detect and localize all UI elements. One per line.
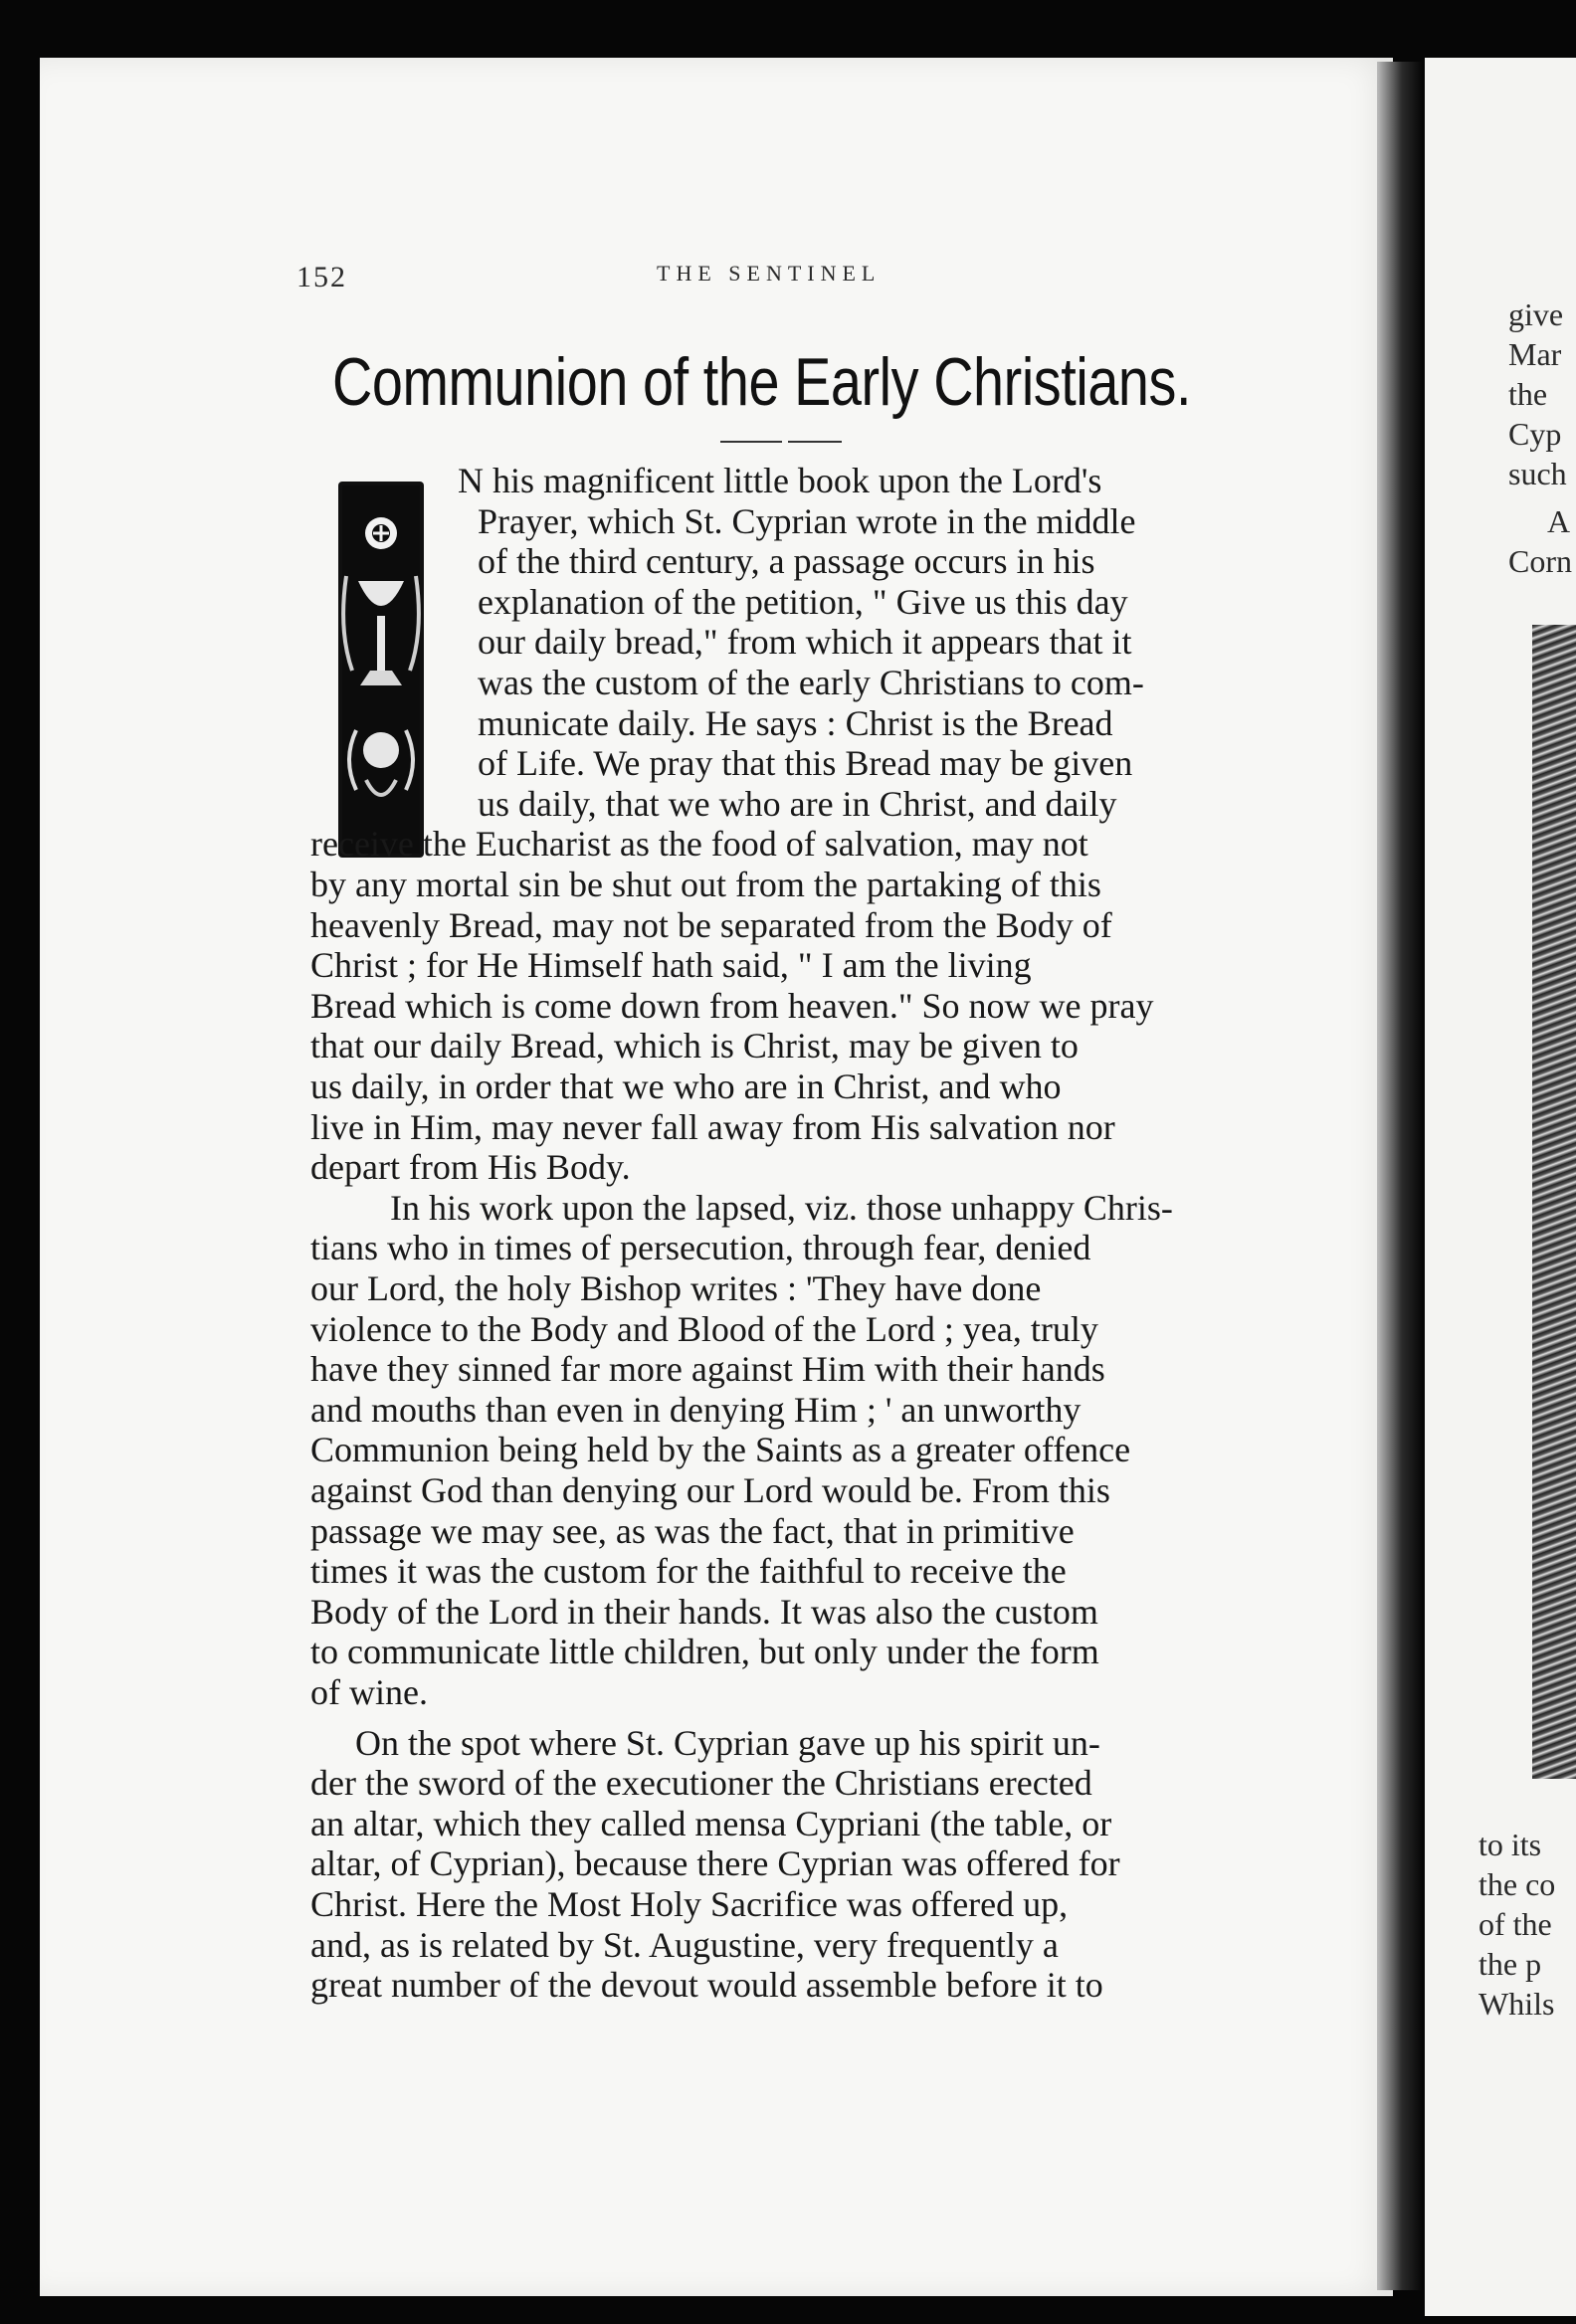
text-line: and, as is related by St. Augustine, very frequently a xyxy=(310,1924,1059,1965)
text-line: der the sword of the executioner the Christians erected xyxy=(310,1763,1092,1804)
text-line: to communicate little children, but only under the form xyxy=(310,1632,1099,1672)
text-line: and mouths than even in denying Him ; ' an unworthy xyxy=(310,1389,1082,1430)
text-line: of Life. We pray that this Bread may be given xyxy=(478,743,1133,784)
right-page-text: Corn xyxy=(1508,543,1572,579)
right-page-text: the p xyxy=(1478,1946,1542,1982)
text-line: passage we may see, as was the fact, that in primitive xyxy=(310,1510,1075,1551)
text-line: of the third century, a passage occurs in his xyxy=(478,541,1095,582)
engraving-illustration xyxy=(1532,625,1576,1779)
text-line: violence to the Body and Blood of the Lord ; yea, truly xyxy=(310,1308,1098,1349)
text-line: On the spot where St. Cyprian gave up his spirit un- xyxy=(355,1722,1100,1763)
text-line: heavenly Bread, may not be separated from the Body of xyxy=(310,904,1112,945)
right-page-text: Mar xyxy=(1508,336,1562,372)
text-line: Christ ; for He Himself hath said, " I am the living xyxy=(310,945,1032,986)
text-line: In his work upon the lapsed, viz. those unhappy Chris- xyxy=(390,1187,1173,1228)
text-line: us daily, that we who are in Christ, and daily xyxy=(478,783,1117,824)
text-line: times it was the custom for the faithful to receive the xyxy=(310,1551,1067,1592)
chalice-ornament-icon xyxy=(338,482,424,858)
text-line: have they sinned far more against Him with their hands xyxy=(310,1349,1105,1390)
right-page-text: to its xyxy=(1478,1827,1542,1862)
running-head: THE SENTINEL xyxy=(657,261,882,286)
text-line: live in Him, may never fall away from His salvation nor xyxy=(310,1106,1115,1147)
right-page-text: Whils xyxy=(1478,1986,1555,2022)
text-line: that our daily Bread, which is Christ, may be given to xyxy=(310,1026,1079,1066)
right-page-text: Cyp xyxy=(1508,416,1562,452)
text-line: Prayer, which St. Cyprian wrote in the middle xyxy=(478,500,1136,541)
book-gutter xyxy=(1377,62,1423,2290)
text-line: municate daily. He says : Christ is the Bread xyxy=(478,702,1113,743)
ornamental-initial-i xyxy=(338,482,424,858)
text-line: against God than denying our Lord would be. From this xyxy=(310,1470,1110,1510)
text-line: altar, of Cyprian), because there Cyprian was offered for xyxy=(310,1843,1120,1884)
text-line: Communion being held by the Saints as a greater offence xyxy=(310,1430,1131,1470)
page-number: 152 xyxy=(296,261,347,293)
text-line: us daily, in order that we who are in Christ, and who xyxy=(310,1066,1062,1106)
text-line: Body of the Lord in their hands. It was also the custom xyxy=(310,1591,1098,1632)
text-line: our Lord, the holy Bishop writes : 'They have done xyxy=(310,1268,1042,1308)
right-page-text: such xyxy=(1508,456,1567,491)
text-line: depart from His Body. xyxy=(310,1147,631,1188)
text-line: N his magnificent little book upon the Lord's xyxy=(458,461,1102,500)
right-page-text: the xyxy=(1508,376,1548,412)
text-line: Bread which is come down from heaven." So now we pray xyxy=(310,985,1154,1026)
text-line: explanation of the petition, " Give us this day xyxy=(478,581,1128,622)
article-title: Communion of the Early Christians. xyxy=(332,344,1192,420)
text-line: great number of the devout would assemble before it to xyxy=(310,1965,1103,2006)
right-page-text: of the xyxy=(1478,1906,1552,1942)
text-line: tians who in times of persecution, through fear, denied xyxy=(310,1228,1091,1268)
right-page-text: A xyxy=(1547,503,1571,539)
text-line: Christ. Here the Most Holy Sacrifice was offered up, xyxy=(310,1884,1069,1924)
title-rule-left xyxy=(720,441,782,443)
right-page-text: give xyxy=(1508,296,1564,332)
text-line: receive the Eucharist as the food of salvation, may not xyxy=(310,824,1088,865)
text-line: of wine. xyxy=(310,1672,428,1712)
text-line: an altar, which they called mensa Cypriani (the table, or xyxy=(310,1803,1112,1843)
text-line: our daily bread," from which it appears that it xyxy=(478,622,1132,663)
right-page-text: the co xyxy=(1478,1866,1556,1902)
text-line: by any mortal sin be shut out from the partaking of this xyxy=(310,865,1101,904)
title-rule-right xyxy=(788,441,842,443)
text-line: was the custom of the early Christians to com- xyxy=(478,663,1144,702)
